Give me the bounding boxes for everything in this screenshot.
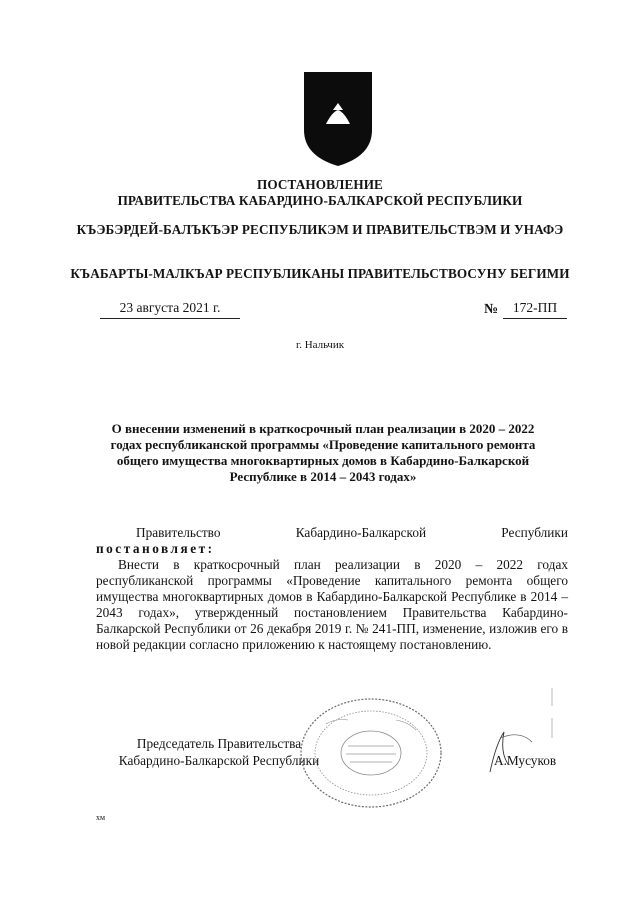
signatory-position-line: Председатель Правительства — [136, 736, 302, 751]
header-block-ru — [60, 177, 580, 209]
document-date: 23 августа 2021 г. — [100, 300, 240, 319]
signatory-name: А.Мусуков — [494, 753, 557, 768]
city: г. Нальчик — [295, 339, 345, 351]
decree-verb: постановляет: — [96, 541, 215, 556]
intro-word: Кабардино-Балкарской — [295, 525, 427, 540]
signatory-position — [104, 735, 334, 769]
document-number: 172-ПП — [503, 300, 567, 319]
intro-paragraph — [96, 525, 568, 557]
document-title: О внесении изменений в краткосрочный план реализации в 2020 – 2022 годах республиканской программы «Проведение капитального ремонта общего имущества многоквартирных домов в Кабардино-Балкарской Республике в 2014 – 2043 годах» — [110, 421, 536, 484]
number-label: № — [484, 302, 499, 317]
margin-mark — [548, 688, 556, 748]
coat-of-arms-emblem — [302, 70, 374, 168]
intro-word: Республики — [501, 525, 568, 540]
government-name-ru: ПРАВИТЕЛЬСТВА КАБАРДИНО-БАЛКАРСКОЙ РЕСПУБЛИКИ — [117, 193, 523, 208]
government-name-kbd: КЪЭБЭРДЕЙ-БАЛЪКЪЭР РЕСПУБЛИКЭМ И ПРАВИТЕЛЬСТВЭМ И УНАФЭ — [76, 222, 564, 237]
intro-word: Правительство — [136, 525, 221, 540]
government-name-krc: КЪАБАРТЫ-МАЛКЪАР РЕСПУБЛИКАНЫ ПРАВИТЕЛЬСТВОСУНУ БЕГИМИ — [70, 266, 570, 281]
signatory-position-line: Кабардино-Балкарской Республики — [118, 753, 320, 768]
document-type-heading: ПОСТАНОВЛЕНИЕ — [257, 177, 383, 192]
footer-mark: хм — [96, 813, 106, 822]
main-paragraph: Внести в краткосрочный план реализации в 2020 – 2022 годах республиканской программы «Проведение капитального ремонта общего имущества многоквартирных домов в Кабардино-Балкарской Республике в 2014 – 2043 годах», утвержденный постановлением Правительства Кабардино-Балкарской Республики от 26 декабря 2019 г. № 241-ПП, изменение, изложив его в новой редакции согласно приложению к настоящему постановлению. — [96, 557, 568, 652]
